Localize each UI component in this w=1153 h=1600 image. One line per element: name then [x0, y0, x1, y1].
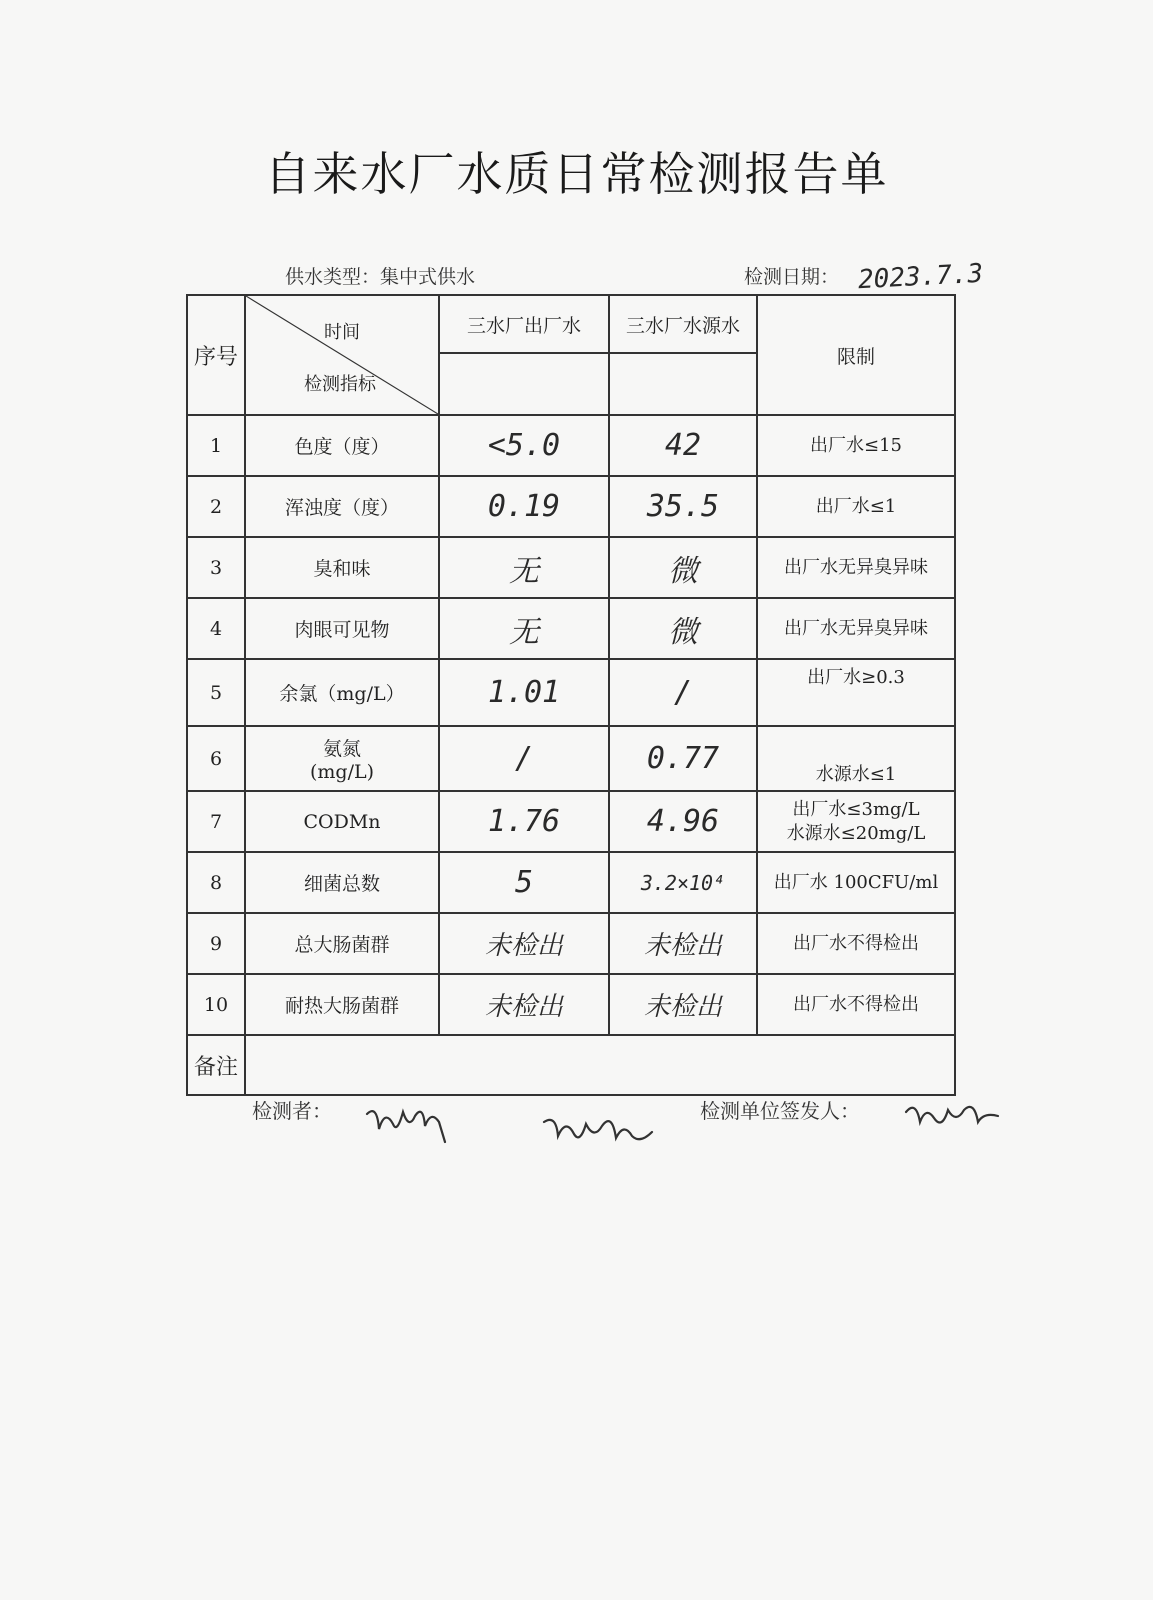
outlet-value: 1.76 [439, 791, 609, 852]
indicator-name: 臭和味 [245, 537, 439, 598]
source-value: 42 [609, 415, 757, 476]
row-number: 4 [187, 598, 245, 659]
limit-line2: 水源水≤20mg/L [786, 822, 926, 844]
limit-value: 出厂水无异臭异味 [757, 537, 955, 598]
source-value: 0.77 [609, 726, 757, 791]
source-value: / [609, 659, 757, 726]
indicator-name: 余氯（mg/L） [245, 659, 439, 726]
remark-row [187, 1035, 955, 1095]
indicator-label: 检测指标 [304, 374, 376, 395]
test-date-label: 检测日期： [744, 266, 840, 288]
remark-label: 备注 [187, 1035, 245, 1095]
test-date-value: 2023.7.3 [857, 258, 984, 296]
outlet-value: 5 [439, 852, 609, 913]
tester-label: 检测者： [252, 1099, 332, 1123]
limit-value: 出厂水 100CFU/ml [757, 852, 955, 913]
limit-value: 出厂水≤1 [757, 476, 955, 537]
table-row [187, 974, 955, 1035]
source-value: 3.2×10⁴ [609, 852, 757, 913]
supply-type: 供水类型：集中式供水 [285, 266, 476, 288]
outlet-value: / [439, 726, 609, 791]
limit-value: 出厂水不得检出 [757, 974, 955, 1035]
source-value: 未检出 [609, 913, 757, 974]
outlet-value: 无 [439, 598, 609, 659]
table-row [187, 791, 955, 852]
indicator-name: 总大肠菌群 [245, 913, 439, 974]
diagonal-header-cell [245, 295, 439, 415]
limit-line1: 出厂水≤3mg/L [792, 799, 920, 821]
report-table [186, 294, 956, 1096]
limit-value: 出厂水不得检出 [757, 913, 955, 974]
empty-cell [609, 353, 757, 415]
diagonal-line [246, 296, 438, 414]
source-value: 未检出 [609, 974, 757, 1035]
indicator-name: 色度（度） [245, 415, 439, 476]
outlet-value: 未检出 [439, 913, 609, 974]
limit-value: 出厂水无异臭异味 [757, 598, 955, 659]
time-label: 时间 [324, 322, 360, 343]
col-limit-header: 限制 [757, 295, 955, 415]
row-number: 8 [187, 852, 245, 913]
remark-content [245, 1035, 955, 1095]
limit-value: 出厂水≥0.3 [757, 659, 955, 726]
table-row [187, 476, 955, 537]
indicator-name-line1: 氨氮 [322, 738, 361, 760]
table-row [187, 913, 955, 974]
row-number: 2 [187, 476, 245, 537]
row-number: 7 [187, 791, 245, 852]
table-row [187, 537, 955, 598]
outlet-value: 无 [439, 537, 609, 598]
empty-cell [439, 353, 609, 415]
col-source-header: 三水厂水源水 [609, 295, 757, 353]
indicator-name: 细菌总数 [245, 852, 439, 913]
report-title: 自来水厂水质日常检测报告单 [264, 147, 889, 201]
row-number: 3 [187, 537, 245, 598]
outlet-value: <5.0 [439, 415, 609, 476]
indicator-name: 浑浊度（度） [245, 476, 439, 537]
outlet-value: 0.19 [439, 476, 609, 537]
outlet-value: 未检出 [439, 974, 609, 1035]
seq-header: 序号 [187, 295, 245, 415]
row-number: 10 [187, 974, 245, 1035]
col-outlet-header: 三水厂出厂水 [439, 295, 609, 353]
table-row [187, 598, 955, 659]
limit-value [757, 791, 955, 852]
tester-signature-1 [362, 1094, 457, 1149]
indicator-name [245, 726, 439, 791]
limit-value: 水源水≤1 [757, 726, 955, 791]
row-number: 5 [187, 659, 245, 726]
issuer-signature [902, 1092, 1002, 1137]
source-value: 35.5 [609, 476, 757, 537]
row-number: 9 [187, 913, 245, 974]
tester-signature-2 [540, 1104, 665, 1154]
indicator-name-line2: (mg/L) [309, 761, 375, 783]
source-value: 微 [609, 537, 757, 598]
table-row [187, 659, 955, 726]
row-number: 6 [187, 726, 245, 791]
row-number: 1 [187, 415, 245, 476]
table-row [187, 852, 955, 913]
source-value: 4.96 [609, 791, 757, 852]
limit-value: 出厂水≤15 [757, 415, 955, 476]
indicator-name: 耐热大肠菌群 [245, 974, 439, 1035]
source-value: 微 [609, 598, 757, 659]
indicator-name: 肉眼可见物 [245, 598, 439, 659]
table-row [187, 415, 955, 476]
outlet-value: 1.01 [439, 659, 609, 726]
table-row [187, 726, 955, 791]
indicator-name: CODMn [245, 791, 439, 852]
issuer-label: 检测单位签发人： [700, 1099, 860, 1123]
